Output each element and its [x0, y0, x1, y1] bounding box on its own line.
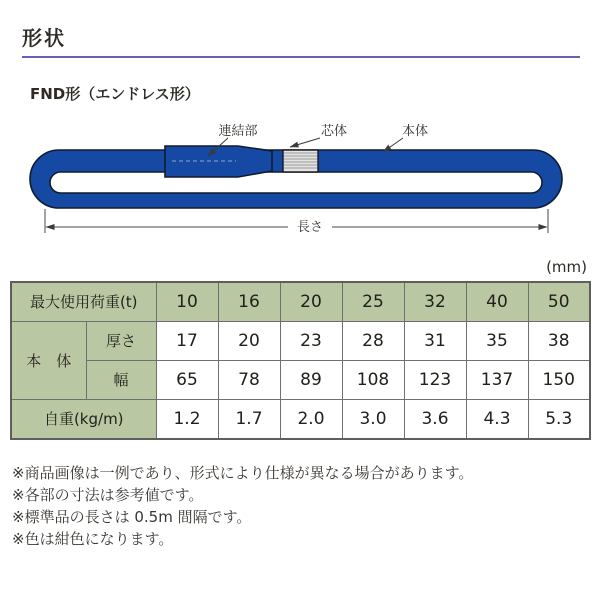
- footnote: ※色は紺色になります。: [12, 530, 174, 548]
- weight-value: 2.0: [280, 399, 342, 439]
- load-value: 40: [466, 282, 528, 321]
- weight-value: 1.7: [218, 399, 280, 439]
- thickness-value: 20: [218, 321, 280, 360]
- unit-label: (mm): [546, 258, 587, 276]
- sling-hole: [50, 172, 542, 193]
- weight-value: 4.3: [466, 399, 528, 439]
- width-value: 137: [466, 360, 528, 399]
- thickness-value: 17: [156, 321, 218, 360]
- load-value: 50: [528, 282, 590, 321]
- footnotes: [12, 462, 473, 550]
- body-label: 本体: [401, 124, 429, 139]
- load-value: 32: [404, 282, 466, 321]
- weight-value: 5.3: [528, 399, 590, 439]
- title-underline: [22, 56, 580, 58]
- width-value: 65: [156, 360, 218, 399]
- width-value: 89: [280, 360, 342, 399]
- model-subtitle: FND形（エンドレス形）: [30, 85, 200, 103]
- page-title: 形状: [22, 26, 66, 50]
- footnote: ※各部の寸法は参考値です。: [12, 486, 204, 504]
- length-label: 長さ: [296, 220, 324, 235]
- width-row: [11, 360, 590, 399]
- spec-table: [10, 281, 591, 440]
- core-label: 芯体: [320, 124, 348, 139]
- weight-value: 3.6: [404, 399, 466, 439]
- width-header-cell: 幅: [86, 360, 156, 399]
- load-value: 10: [156, 282, 218, 321]
- weight-value: 3.0: [342, 399, 404, 439]
- width-value: 78: [218, 360, 280, 399]
- thickness-row: [11, 321, 590, 360]
- weight-value: 1.2: [156, 399, 218, 439]
- load-value: 16: [218, 282, 280, 321]
- thickness-value: 31: [404, 321, 466, 360]
- body-header-cell: 本 体: [11, 321, 86, 399]
- weight-header-cell: 自重(kg/m): [11, 399, 156, 439]
- width-value: 123: [404, 360, 466, 399]
- thickness-value: 28: [342, 321, 404, 360]
- core-section: [283, 150, 318, 172]
- footnote: ※商品画像は一例であり、形式により仕様が異なる場合があります。: [12, 464, 474, 482]
- load-row: [11, 282, 590, 321]
- core-leader-line: [290, 138, 320, 147]
- load-header-cell: 最大使用荷重(t): [11, 282, 156, 321]
- thickness-header-cell: 厚さ: [86, 321, 156, 360]
- load-value: 25: [342, 282, 404, 321]
- sling-diagram: [0, 105, 600, 245]
- thickness-value: 23: [280, 321, 342, 360]
- width-value: 108: [342, 360, 404, 399]
- weight-row: [11, 399, 590, 439]
- thickness-value: 35: [466, 321, 528, 360]
- footnote: ※標準品の長さは 0.5m 間隔です。: [12, 508, 252, 526]
- connector-label: 連結部: [218, 124, 258, 139]
- length-dimension: [45, 209, 548, 235]
- width-value: 150: [528, 360, 590, 399]
- thickness-value: 38: [528, 321, 590, 360]
- load-value: 20: [280, 282, 342, 321]
